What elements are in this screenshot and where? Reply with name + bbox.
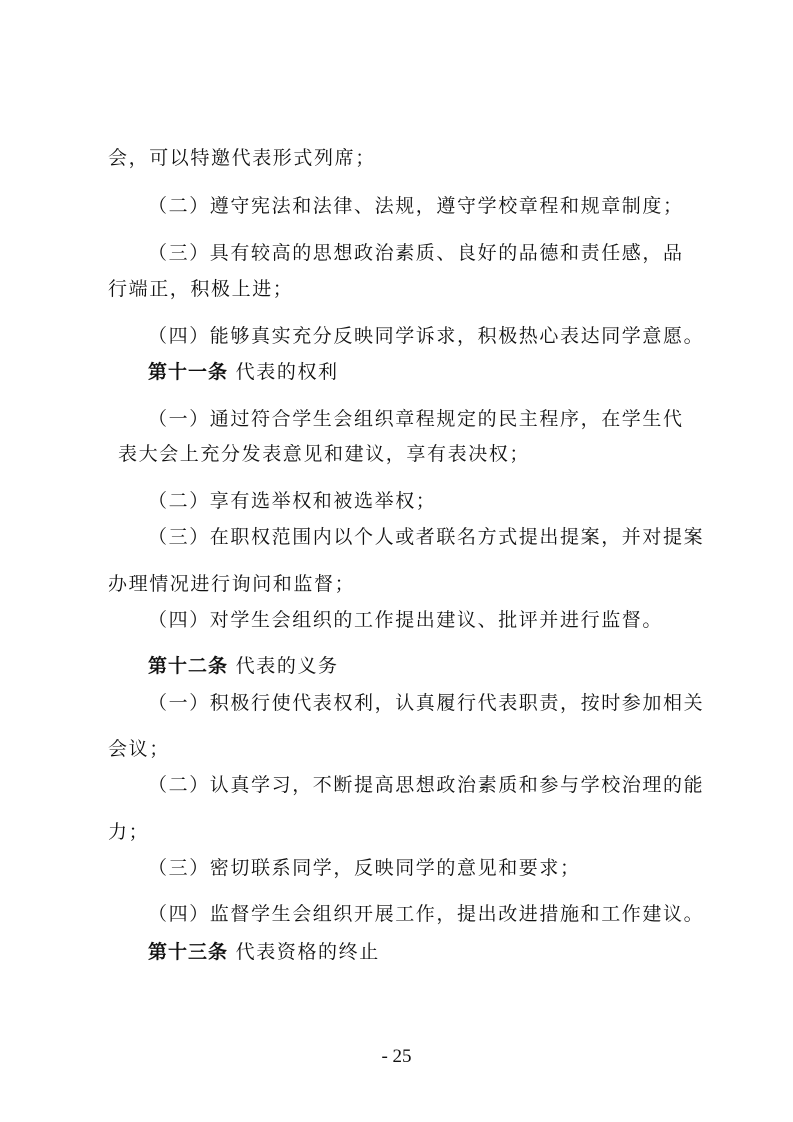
text-line: （三）在职权范围内以个人或者联名方式提出提案，并对提案 [148,526,705,548]
text-line: 会，可以特邀代表形式列席； [108,147,376,169]
article-heading [0,360,793,384]
article-title: 代表的义务 [235,655,339,677]
text-line: 办理情况进行询问和监督； [108,573,356,595]
text-line: （四）能够真实充分反映同学诉求，积极热心表达同学意愿。 [148,325,705,347]
text-line: （二）享有选举权和被选举权； [148,490,437,512]
text-line: （二）遵守宪法和法律、法规，遵守学校章程和规章制度； [148,195,684,217]
article-title: 代表资格的终止 [235,941,380,963]
text-line: 表大会上充分发表意见和建议，享有表决权； [118,443,531,465]
text-line: 行端正，积极上进； [108,278,294,300]
text-line: （四）监督学生会组织开展工作，提出改进措施和工作建议。 [148,903,705,925]
article-heading [0,654,793,678]
text-line: 会议； [108,738,170,760]
text-line: （三）密切联系同学，反映同学的意见和要求； [148,857,581,879]
text-line: （四）对学生会组织的工作提出建议、批评并进行监督。 [148,609,664,631]
text-line: （一）积极行使代表权利，认真履行代表职责，按时参加相关 [148,692,705,714]
text-line: 力； [108,821,150,843]
text-line: （一）通过符合学生会组织章程规定的民主程序，在学生代 [148,408,684,430]
article-number: 第十三条 [148,941,229,963]
article-title: 代表的权利 [235,361,339,383]
text-line: （二）认真学习，不断提高思想政治素质和参与学校治理的能 [148,774,705,796]
text-line: （三）具有较高的思想政治素质、良好的品德和责任感，品 [148,242,684,264]
article-number: 第十二条 [148,655,229,677]
article-number: 第十一条 [148,361,229,383]
article-heading [0,940,793,964]
page-number: - 25 [381,1046,412,1067]
